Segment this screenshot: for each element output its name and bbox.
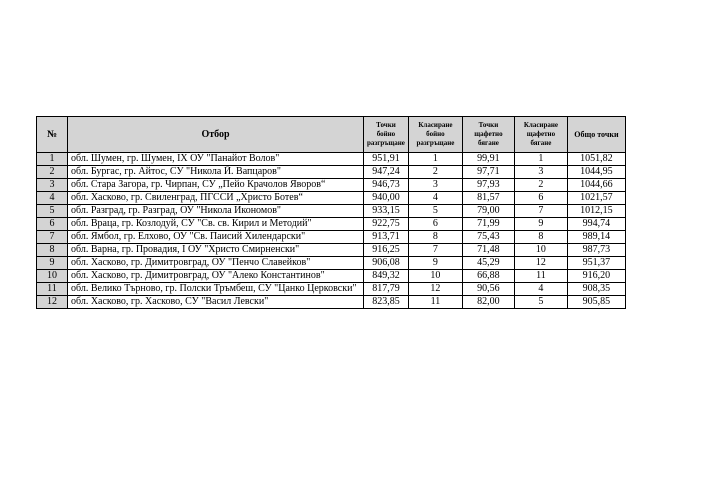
table-row: [37, 153, 626, 166]
cell-num: 6: [37, 218, 68, 231]
table-row: [37, 192, 626, 205]
cell-num: 1: [37, 153, 68, 166]
cell-total: 908,35: [567, 283, 625, 296]
cell-points-combat: 916,25: [364, 244, 409, 257]
cell-rank-relay: 9: [514, 218, 567, 231]
results-table: [36, 116, 626, 309]
cell-team: обл. Ямбол, гр. Елхово, ОУ "Св. Паисий Хилендарски": [68, 231, 364, 244]
cell-points-combat: 947,24: [364, 166, 409, 179]
cell-points-relay: 97,71: [462, 166, 514, 179]
table-header: [37, 117, 626, 153]
cell-total: 1044,95: [567, 166, 625, 179]
cell-points-relay: 99,91: [462, 153, 514, 166]
cell-num: 9: [37, 257, 68, 270]
cell-points-relay: 97,93: [462, 179, 514, 192]
cell-rank-combat: 11: [408, 296, 462, 309]
cell-rank-combat: 10: [408, 270, 462, 283]
cell-team: обл. Хасково, гр. Димитровград, ОУ "Алеко Константинов": [68, 270, 364, 283]
cell-rank-relay: 10: [514, 244, 567, 257]
cell-total: 987,73: [567, 244, 625, 257]
cell-total: 994,74: [567, 218, 625, 231]
cell-team: обл. Стара Загора, гр. Чирпан, СУ „Пейо Крачолов Яворов“: [68, 179, 364, 192]
cell-num: 12: [37, 296, 68, 309]
table-row: [37, 283, 626, 296]
cell-total: 1044,66: [567, 179, 625, 192]
cell-points-relay: 82,00: [462, 296, 514, 309]
cell-rank-relay: 2: [514, 179, 567, 192]
cell-team: обл. Бургас, гр. Айтос, СУ "Никола Й. Вапцаров": [68, 166, 364, 179]
cell-rank-relay: 4: [514, 283, 567, 296]
cell-rank-relay: 1: [514, 153, 567, 166]
cell-num: 7: [37, 231, 68, 244]
cell-total: 916,20: [567, 270, 625, 283]
cell-team: обл. Враца, гр. Козлодуй, СУ "Св. св. Кирил и Методий": [68, 218, 364, 231]
table-row: [37, 231, 626, 244]
cell-rank-relay: 8: [514, 231, 567, 244]
cell-team: обл. Хасково, гр. Хасково, СУ "Васил Левски": [68, 296, 364, 309]
header-num: №: [37, 117, 68, 153]
cell-rank-relay: 12: [514, 257, 567, 270]
cell-team: обл. Разград, гр. Разград, ОУ "Никола Икономов": [68, 205, 364, 218]
cell-team: обл. Хасково, гр. Свиленград, ПГССИ „Христо Ботев“: [68, 192, 364, 205]
cell-num: 2: [37, 166, 68, 179]
cell-num: 8: [37, 244, 68, 257]
cell-points-combat: 913,71: [364, 231, 409, 244]
table-row: [37, 257, 626, 270]
cell-rank-combat: 12: [408, 283, 462, 296]
header-team: Отбор: [68, 117, 364, 153]
cell-rank-combat: 8: [408, 231, 462, 244]
cell-rank-relay: 7: [514, 205, 567, 218]
table-row: [37, 244, 626, 257]
cell-total: 1012,15: [567, 205, 625, 218]
cell-team: обл. Велико Търново, гр. Полски Тръмбеш, СУ "Цанко Церковски": [68, 283, 364, 296]
cell-rank-relay: 6: [514, 192, 567, 205]
cell-rank-combat: 9: [408, 257, 462, 270]
cell-points-relay: 75,43: [462, 231, 514, 244]
cell-points-relay: 45,29: [462, 257, 514, 270]
cell-points-combat: 823,85: [364, 296, 409, 309]
cell-total: 989,14: [567, 231, 625, 244]
cell-points-relay: 79,00: [462, 205, 514, 218]
cell-points-combat: 940,00: [364, 192, 409, 205]
header-total: Общо точки: [567, 117, 625, 153]
cell-num: 5: [37, 205, 68, 218]
cell-rank-combat: 2: [408, 166, 462, 179]
cell-num: 3: [37, 179, 68, 192]
cell-total: 951,37: [567, 257, 625, 270]
cell-team: обл. Шумен, гр. Шумен, IX ОУ "Панайот Волов": [68, 153, 364, 166]
cell-rank-combat: 3: [408, 179, 462, 192]
cell-points-relay: 90,56: [462, 283, 514, 296]
cell-rank-combat: 7: [408, 244, 462, 257]
cell-points-relay: 71,48: [462, 244, 514, 257]
cell-rank-combat: 4: [408, 192, 462, 205]
cell-points-combat: 849,32: [364, 270, 409, 283]
cell-points-combat: 946,73: [364, 179, 409, 192]
table-row: [37, 270, 626, 283]
header-points-relay: Точки щафетно бягане: [462, 117, 514, 153]
cell-num: 4: [37, 192, 68, 205]
cell-points-relay: 71,99: [462, 218, 514, 231]
cell-points-combat: 817,79: [364, 283, 409, 296]
cell-points-combat: 951,91: [364, 153, 409, 166]
header-points-combat: Точки бойно разгръщане: [364, 117, 409, 153]
cell-rank-combat: 1: [408, 153, 462, 166]
cell-rank-relay: 3: [514, 166, 567, 179]
cell-points-combat: 906,08: [364, 257, 409, 270]
cell-team: обл. Хасково, гр. Димитровград, ОУ "Пенчо Славейков": [68, 257, 364, 270]
cell-total: 1051,82: [567, 153, 625, 166]
cell-num: 10: [37, 270, 68, 283]
cell-num: 11: [37, 283, 68, 296]
cell-points-combat: 922,75: [364, 218, 409, 231]
cell-points-combat: 933,15: [364, 205, 409, 218]
cell-rank-relay: 5: [514, 296, 567, 309]
cell-points-relay: 81,57: [462, 192, 514, 205]
table-body: [37, 153, 626, 309]
table-row: [37, 205, 626, 218]
cell-rank-combat: 6: [408, 218, 462, 231]
table-row: [37, 179, 626, 192]
header-rank-relay: Класиране щафетно бягане: [514, 117, 567, 153]
table-row: [37, 296, 626, 309]
table-row: [37, 218, 626, 231]
header-row: [37, 117, 626, 153]
header-rank-combat: Класиране бойно разгръщане: [408, 117, 462, 153]
cell-points-relay: 66,88: [462, 270, 514, 283]
cell-rank-relay: 11: [514, 270, 567, 283]
cell-team: обл. Варна, гр. Провадия, I ОУ "Христо Смирненски": [68, 244, 364, 257]
cell-total: 1021,57: [567, 192, 625, 205]
table-row: [37, 166, 626, 179]
cell-total: 905,85: [567, 296, 625, 309]
cell-rank-combat: 5: [408, 205, 462, 218]
